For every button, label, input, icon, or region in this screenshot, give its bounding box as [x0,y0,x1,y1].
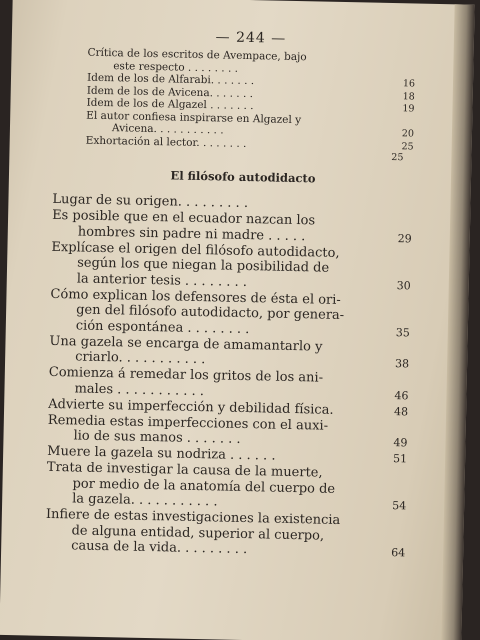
toc-entry-text: la gazela. . . . . . . . . . . [72,491,218,510]
toc-entry-page: 25 [401,140,414,152]
toc-entry-text: gen del filósofo autodidacto, por genera- [76,302,345,324]
toc-entry [45,507,406,561]
toc-entry-page: 35 [395,325,410,339]
toc-entry-text: según los que niegan la posibilidad de [77,255,330,276]
toc-list-top [54,46,416,154]
toc-entry-text: Remedia estas imperfecciones con el auxi- [47,412,329,434]
toc-entry-text: causa de la vida. . . . . . . . . [71,538,248,558]
toc-entry-text: El autor confiesa inspirarse en Algazel y [86,109,302,126]
toc-entry-page: 20 [401,128,415,140]
toc-entry-text: hombres sin padre ni madre . . . . . [77,223,306,244]
toc-entry-text: lio de sus manos . . . . . . . [73,428,241,447]
toc-entry-page: 46 [394,388,409,402]
toc-entry-page: 18 [402,90,415,102]
toc-entry-text: Avicena. . . . . . . . . . . [111,122,224,137]
toc-entry-text: Idem de los de Alfarabi. . . . . . . [86,71,255,88]
toc-entry-text: este respecto . . . . . . . . [113,59,239,75]
toc-entry-page: 51 [392,452,408,466]
toc-entry-text: Exhortación al lector. . . . . . . . [85,134,247,150]
toc-entry [46,460,407,514]
toc-entry-text: Infiere de estas investigaciones la existencia [45,506,341,529]
stray-page-number: 25 [391,152,404,164]
section-title: El filósofo autodidacto [170,168,316,186]
toc-entry-page: 19 [402,103,415,115]
toc-entry-text: males . . . . . . . . . . . [74,380,205,399]
toc-entry-text: Trata de investigar la causa de la muerte, [46,459,323,481]
page-edge [441,4,474,640]
toc-entry-text: ción espontánea . . . . . . . . [75,317,250,337]
toc-entry-text: Idem de los de Avicena. . . . . . . [86,84,254,100]
toc-entry-text: por medio de la anatomía del cuerpo de [72,475,336,497]
toc-entry-page: 29 [397,231,412,245]
toc-entry-text: Crítica de los escritos de Avempace, bajo [87,46,307,64]
toc-entry-text: Muere la gazela su nodriza . . . . . . [47,443,276,464]
toc-entry-text: Idem de los de Algazel . . . . . . . [86,96,254,113]
toc-entry-page: 48 [393,404,409,418]
toc-entry-page: 30 [396,278,411,292]
toc-entry-page: 16 [402,78,416,90]
toc-entry-text: Lugar de su origen. . . . . . . . . [52,191,249,212]
page-number: — 244 — [215,29,287,47]
toc-entry [51,239,412,293]
toc-entry-page: 38 [394,357,410,371]
toc-list-main [45,192,412,561]
toc-entry-text: Una gazela se encarga de amamantarlo y [49,333,323,355]
toc-entry-text: Advierte su imperfección y debilidad física. [48,396,334,418]
toc-entry-text: criarlo. . . . . . . . . . . [75,349,206,368]
toc-entry-text: Comienza á remedar los gritos de los ani- [48,364,324,386]
toc-entry-page: 64 [391,546,406,560]
toc-entry-page: 54 [392,499,407,513]
toc-entry-text: Cómo explican los defensores de ésta el ori- [50,286,341,308]
page-content [45,26,416,561]
toc-entry-page: 49 [393,436,408,450]
toc-entry-text: Explícase el origen del filósofo autodidacto, [51,239,340,261]
toc-entry-text: de alguna entidad, superior al cuerpo, [71,522,325,544]
toc-entry-text: Es posible que en el ecuador nazcan los [51,207,316,229]
toc-entry-text: la anterior tesis . . . . . . . . [76,270,248,290]
toc-entry [50,286,411,340]
